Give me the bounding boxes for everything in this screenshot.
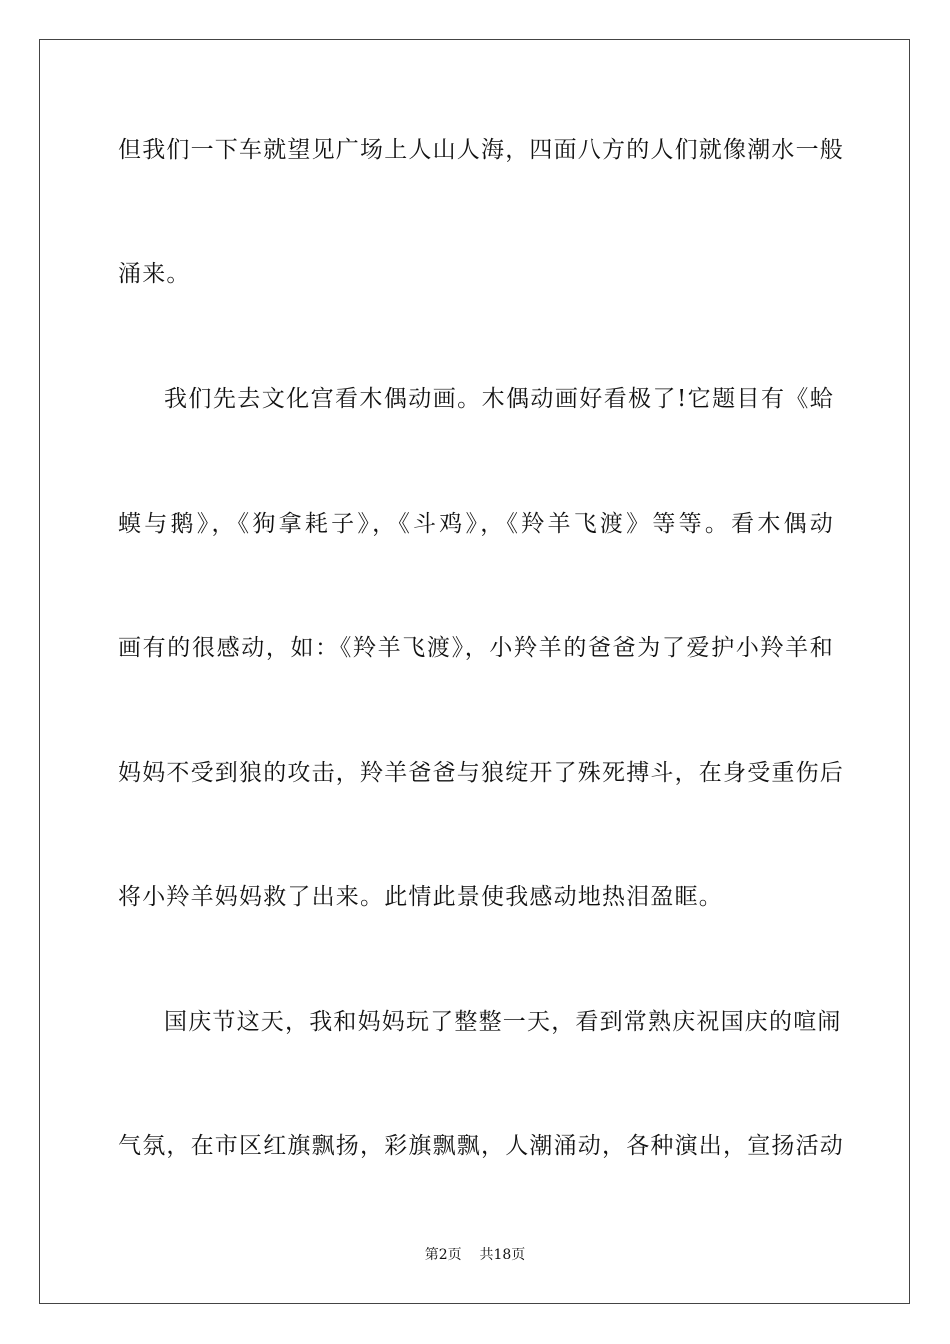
text-line: 气氛，在市区红旗飘扬，彩旗飘飘，人潮涌动，各种演出，宣扬活动 (118, 1133, 844, 1159)
text-line: 涌来。 (118, 261, 191, 287)
page-number: 第2页 (424, 1247, 462, 1263)
page-footer (0, 1245, 950, 1265)
text-line: 将小羚羊妈妈救了出来。此情此景使我感动地热泪盈眶。 (118, 884, 723, 910)
text-line: 我们先去文化宫看木偶动画。木偶动画好看极了!它题目有《蛤 (164, 386, 834, 412)
page-total: 共18页 (479, 1247, 526, 1263)
text-line: 画有的很感动，如：《羚羊飞渡》，小羚羊的爸爸为了爱护小羚羊和 (118, 635, 834, 661)
text-line: 蟆与鹅》，《狗拿耗子》，《斗鸡》，《羚羊飞渡》等等。看木偶动 (118, 511, 834, 537)
text-line: 但我们一下车就望见广场上人山人海，四面八方的人们就像潮水一般 (118, 137, 844, 163)
page-border (39, 39, 910, 1304)
text-line: 国庆节这天，我和妈妈玩了整整一天，看到常熟庆祝国庆的喧闹 (164, 1009, 842, 1035)
text-line: 妈妈不受到狼的攻击，羚羊爸爸与狼绽开了殊死搏斗，在身受重伤后 (118, 760, 844, 786)
